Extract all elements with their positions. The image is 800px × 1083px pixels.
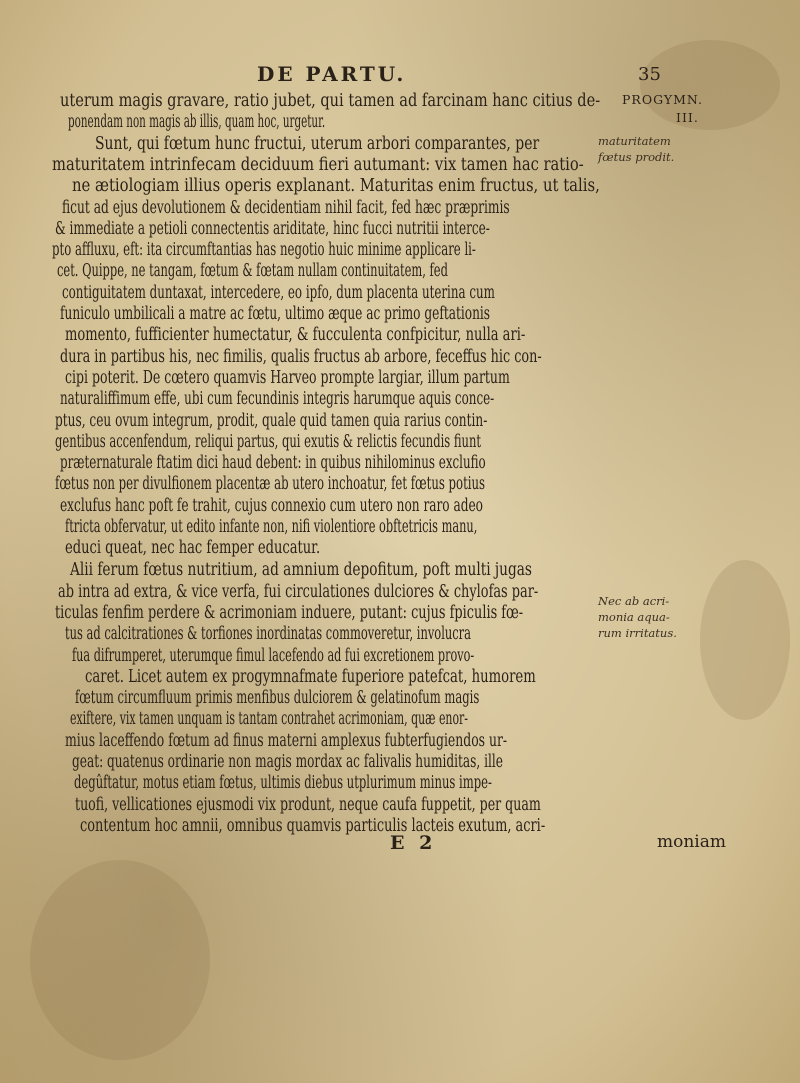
text-line-content: fua difrumperet, uterumque fimul lacefendo ad fui excretionem provo- [72, 645, 475, 666]
text-line-content: Alii ferum fœtus nutritium, ad amnium depofitum, poft multi jugas [70, 560, 532, 581]
text-line-content: fœtum circumfluum primis menfibus dulciorem & gelatinofum magis [75, 688, 480, 709]
text-line-content: ticulas fenfim perdere & acrimoniam induere, putant: cujus fpiculis fœ- [55, 602, 524, 623]
text-line-content: & immediate a petioli connectentis ariditate, hinc fucci nutritii interce- [55, 218, 490, 239]
signature-mark: E 2 [390, 832, 437, 854]
text-line-content: mius laceffendo fœtum ad finus materni amplexus fubterfugiendos ur- [65, 730, 508, 751]
running-title: DE PARTU. [257, 62, 407, 86]
text-line-content: ficut ad ejus devolutionem & decidentiam nihil facit, fed hæc præprimis [62, 197, 510, 218]
margin-section-heading: PROGYMN. [622, 92, 703, 107]
margin-note: maturitatem [598, 134, 671, 148]
text-line-content: exiftere, vix tamen unquam is tantam contrahet acrimoniam, quæ enor- [70, 709, 468, 730]
text-line-content: ftricta obfervatur, ut edito infante non, nifi violentiore obftetricis manu, [65, 517, 478, 537]
text-line-content: funiculo umbilicali a matre ac fœtu, ultimo æque ac primo geftationis [60, 304, 491, 324]
margin-section-number: III. [676, 110, 699, 125]
text-line-content: momento, fufficienter humectatur, & fucculenta confpicitur, nulla ari- [65, 325, 526, 346]
text-line-content: ab intra ad extra, & vice verfa, fui circulationes dulciores & chylofas par- [58, 581, 539, 602]
text-line-content: caret. Licet autem ex progymnafmate fuperiore patefcat, humorem [85, 666, 536, 687]
text-line-content: ptus, ceu ovum integrum, prodit, quale quid tamen quia rarius contin- [55, 410, 488, 431]
text-line-content: cipi poterit. De cœtero quamvis Harveo prompte largiar, illum partum [65, 367, 510, 388]
margin-note: fœtus prodit. [598, 150, 675, 164]
margin-note: monia aqua- [598, 610, 670, 624]
text-line-content: pto affluxu, eft: ita circumftantias has negotio huic minime applicare li- [52, 240, 476, 261]
catchword: moniam [657, 832, 726, 852]
text-line-content: naturaliffimum effe, ubi cum fecundinis integris harumque aquis conce- [60, 389, 495, 410]
text-line-content: contentum hoc amnii, omnibus quamvis particulis lacteis exutum, acri- [80, 815, 546, 836]
text-line-content: exclufus hanc poft fe trahit, cujus connexio cum utero non raro adeo [60, 495, 483, 516]
text-line-content: uterum magis gravare, ratio jubet, qui tamen ad farcinam hanc citius de- [60, 91, 601, 111]
text-line-content: Sunt, qui fœtum hunc fructui, uterum arbori comparantes, per [95, 133, 540, 154]
margin-note: rum irritatus. [598, 626, 677, 640]
text-line-content: fœtus non per divulfionem placentæ ab utero inchoatur, fet fœtus potius [55, 474, 486, 495]
text-line-content: tus ad calcitrationes & torfiones inordinatas commoveretur, involucra [65, 624, 471, 645]
text-line-content: dura in partibus his, nec fimilis, qualis fructus ab arbore, feceffus hic con- [60, 346, 542, 367]
text-line-content: degûftatur, motus etiam fœtus, ultimis diebus utplurimum minus impe- [74, 773, 492, 794]
text-line-content: tuofi, vellicationes ejusmodi vix produnt, neque caufa fuppetit, per quam [75, 794, 541, 815]
margin-note: Nec ab acri- [598, 594, 670, 608]
text-line-content: geat: quatenus ordinarie non magis mordax ac falivalis humiditas, ille [72, 752, 503, 772]
text-line-content: ponendam non magis ab illis, quam hoc, urgetur. [68, 112, 326, 133]
text-line-content: educi queat, nec hac femper educatur. [65, 538, 321, 559]
text-line-content: gentibus accenfendum, reliqui partus, qui exutis & relictis fecundis fiunt [55, 431, 482, 452]
page-number: 35 [638, 64, 661, 85]
text-line-content: præternaturale ftatim dici haud debent: in quibus nihilominus exclufio [60, 453, 486, 474]
text-line-content: maturitatem intrinfecam deciduum fieri autumant: vix tamen hac ratio- [52, 154, 584, 175]
text-line-content: contiguitatem duntaxat, intercedere, eo ipfo, dum placenta uterina cum [62, 282, 495, 303]
text-line-content: cet. Quippe, ne tangam, fœtum & fœtam nullam continuitatem, fed [57, 261, 448, 282]
text-line-content: ne ætiologiam illius operis explanant. Maturitas enim fructus, ut talis, [72, 176, 600, 197]
